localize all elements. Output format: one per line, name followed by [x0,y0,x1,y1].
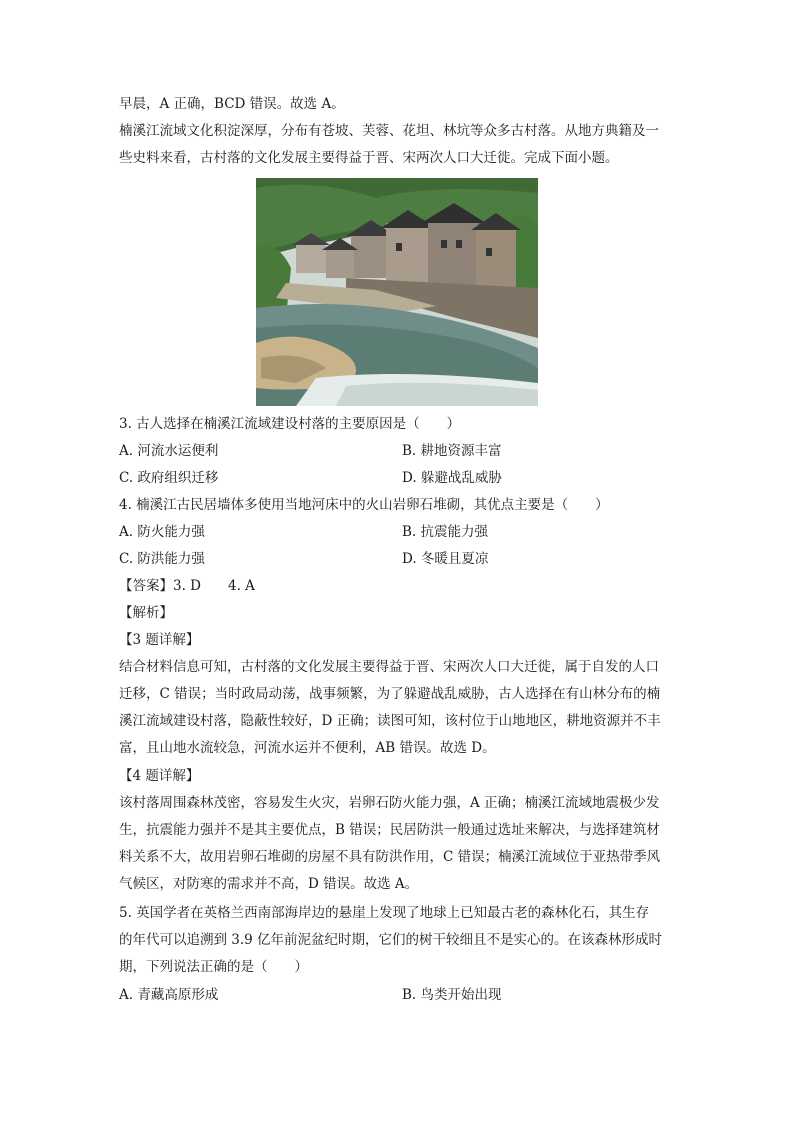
text-line: 早晨，A 正确，BCD 错误。故选 A。 [119,96,345,112]
question-5-stem: 5. 英国学者在英格兰西南部海岸边的悬崖上发现了地球上已知最古老的森林化石，其生存 [119,905,650,921]
option-4d: D. 冬暖且夏凉 [402,551,489,567]
text-line: 富，且山地水流较急，河流水运并不便利，AB 错误。故选 D。 [119,740,496,756]
question-4-stem: 4. 楠溪江古民居墙体多使用当地河床中的火山岩卵石堆砌，其优点主要是（ ） [119,497,609,513]
village-river-photo [256,178,538,406]
text-line: 气候区，对防寒的需求并不高，D 错误。故选 A。 [119,876,419,892]
option-3a: A. 河流水运便利 [119,443,219,459]
option-3c: C. 政府组织迁移 [119,470,219,486]
option-4b: B. 抗震能力强 [402,524,489,540]
text-line: 溪江流域建设村落，隐蔽性较好，D 正确；读图可知，该村位于山地地区，耕地资源并不丰 [119,713,661,729]
analysis-heading: 【解析】 [119,605,173,621]
detail-3-heading: 【3 题详解】 [119,632,200,648]
text-line: 结合材料信息可知，古村落的文化发展主要得益于晋、宋两次人口大迁徙，属于自发的人口 [119,659,659,675]
text-line: 些史料来看，古村落的文化发展主要得益于晋、宋两次人口大迁徙。完成下面小题。 [119,150,619,166]
question-3-stem: 3. 古人选择在楠溪江流域建设村落的主要原因是（ ） [119,416,461,432]
option-4a: A. 防火能力强 [119,524,205,540]
text-line: 料关系不大，故用岩卵石堆砌的房屋不具有防洪作用，C 错误；楠溪江流域位于亚热带季风 [119,849,661,865]
option-4c: C. 防洪能力强 [119,551,205,567]
detail-4-heading: 【4 题详解】 [119,768,200,784]
text-line: 迁移，C 错误；当时政局动荡，战事频繁，为了躲避战乱威胁，古人选择在有山林分布的楠 [119,686,661,702]
option-3d: D. 躲避战乱威胁 [402,470,502,486]
option-5b: B. 鸟类开始出现 [402,987,502,1003]
option-5a: A. 青藏高原形成 [119,987,219,1003]
text-line: 该村落周围森林茂密，容易发生火灾，岩卵石防火能力强，A 正确；楠溪江流域地震极少发 [119,795,660,811]
answer-line: 【答案】3. D 4. A [119,578,255,594]
text-line: 的年代可以追溯到 3.9 亿年前泥盆纪时期，它们的树干较细且不是实心的。在该森林形成时 [119,932,663,948]
option-3b: B. 耕地资源丰富 [402,443,502,459]
text-line: 期，下列说法正确的是（ ） [119,959,308,975]
text-line: 楠溪江流域文化积淀深厚，分布有苍坡、芙蓉、花坦、林坑等众多古村落。从地方典籍及一 [119,123,659,139]
text-line: 生，抗震能力强并不是其主要优点，B 错误；民居防洪一般通过选址来解决，与选择建筑材 [119,822,660,838]
